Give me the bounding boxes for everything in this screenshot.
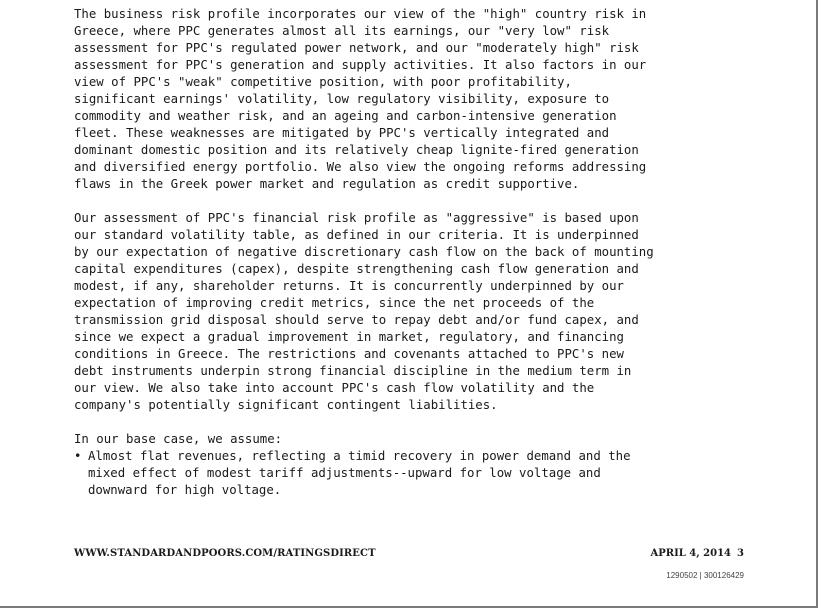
base-case-list — [74, 448, 734, 499]
paragraph-business-risk: The business risk profile incorporates our view of the "high" country risk in Greece, where PPC generates almost all its earnings, our "very low" risk assessment for PPC's regulated power network, and our "moderately high" risk assessment for PPC's generation and supply activities. It also factors in our view of PPC's "weak" competitive position, with poor profitability, significant earnings' volatility, low regulatory visibility, exposure to commodity and weather risk, and an ageing and carbon-intensive generation fleet. These weaknesses are mitigated by PPC's vertically integrated and dominant domestic position and its relatively cheap lignite-fired generation and diversified energy portfolio. We also view the ongoing reforms addressing flaws in the Greek power market and regulation as credit supportive. — [74, 7, 647, 191]
footer-url-link[interactable]: WWW.STANDARDANDPOORS.COM/RATINGSDIRECT — [74, 548, 376, 559]
document-id: 1290502 | 300126429 — [666, 571, 744, 580]
footer-date: APRIL 4, 2014 — [650, 548, 732, 559]
footer-date-page — [650, 548, 744, 559]
paragraph-financial-risk: Our assessment of PPC's financial risk profile as "aggressive" is based upon our standard volatility table, as defined in our criteria. It is underpinned by our expectation of negative discretionary cash flow on the back of mounting capital expenditures (capex), despite strengthening cash flow generation and modest, if any, shareholder returns. It is concurrently underpinned by our expectation of improving credit metrics, since the net proceeds of the transmission grid disposal should serve to repay debt and/or fund capex, and since we expect a gradual improvement in market, regulatory, and financing conditions in Greece. The restrictions and covenants attached to PPC's new debt instruments underpin strong financial discipline in the medium term in our view. We also take into account PPC's cash flow volatility and the company's potentially significant contingent liabilities. — [74, 211, 654, 412]
list-item — [74, 448, 734, 499]
page-number: 3 — [737, 548, 744, 559]
base-case-intro: In our base case, we assume: — [74, 432, 283, 446]
bullet-icon: • — [74, 449, 82, 463]
document-body — [74, 6, 734, 499]
list-item-text: Almost flat revenues, reflecting a timid recovery in power demand and the mixed effect of modest tariff adjustments--upward for low voltage and downward for high voltage. — [88, 449, 631, 497]
